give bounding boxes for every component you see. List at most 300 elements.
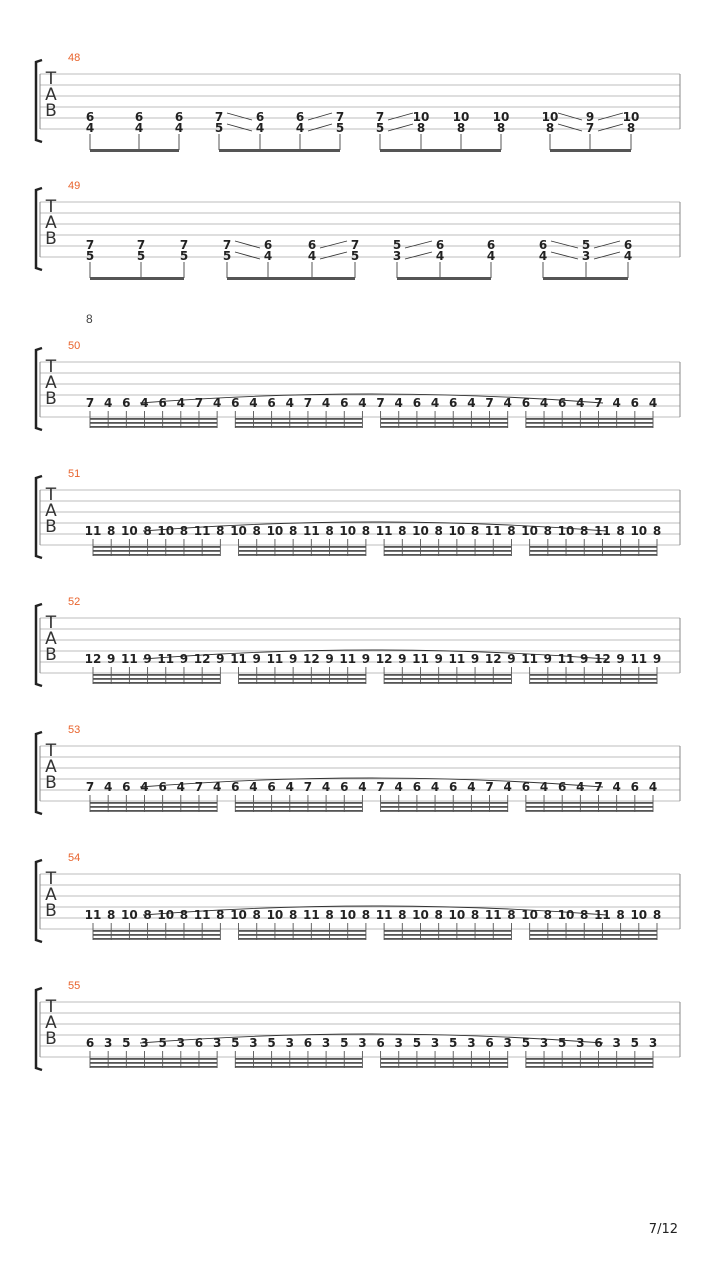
fret-number: 6 (231, 780, 240, 794)
fret-number: 6 (485, 1036, 494, 1050)
fret-number-top: 6 (538, 238, 548, 252)
fret-number: 11 (557, 652, 575, 666)
beam (239, 550, 366, 552)
system-bracket (36, 860, 42, 942)
fret-number: 8 (470, 524, 480, 538)
fret-number: 6 (558, 780, 567, 794)
beam (384, 546, 511, 548)
fret-number: 9 (325, 652, 334, 666)
fret-number: 8 (543, 908, 553, 922)
fret-number: 11 (302, 908, 320, 922)
fret-number: 7 (303, 780, 313, 794)
tab-clef-letter: B (45, 229, 57, 249)
fret-number: 9 (616, 652, 625, 666)
fret-number: 4 (321, 396, 331, 410)
fret-number: 7 (85, 780, 95, 794)
beam (381, 810, 508, 812)
fret-number: 11 (594, 908, 611, 922)
fret-number: 3 (576, 1036, 585, 1050)
fret-number: 10 (230, 908, 247, 922)
fret-number: 8 (107, 908, 116, 922)
beam (227, 277, 355, 280)
fret-number: 5 (521, 1036, 531, 1050)
tab-clef-letter: B (45, 517, 57, 537)
fret-number-top: 10 (622, 110, 640, 124)
fret-number: 8 (252, 524, 261, 538)
fret-number: 6 (267, 396, 276, 410)
beam (93, 678, 220, 680)
fret-number: 6 (449, 396, 458, 410)
fret-number: 5 (267, 1036, 276, 1050)
fret-number-top: 6 (85, 110, 95, 124)
slide-line (558, 124, 582, 131)
slide-line (598, 113, 623, 120)
slide-line (235, 252, 260, 259)
fret-number-bottom: 4 (295, 121, 305, 135)
fret-number: 8 (288, 524, 298, 538)
fret-number: 10 (412, 908, 429, 922)
beam (90, 149, 179, 152)
fret-number: 4 (176, 396, 185, 410)
beam (381, 1066, 508, 1068)
fret-number: 8 (543, 524, 553, 538)
fret-number: 4 (503, 396, 512, 410)
fret-number: 7 (594, 780, 603, 794)
tab-clef-letter: B (45, 1029, 57, 1049)
fret-number: 3 (249, 1036, 258, 1050)
tab-clef-letter: A (45, 373, 57, 393)
fret-number-bottom: 4 (174, 121, 184, 135)
fret-number: 4 (612, 396, 621, 410)
fret-number: 10 (557, 524, 575, 538)
fret-number: 3 (212, 1036, 222, 1050)
fret-number: 3 (430, 1036, 440, 1050)
tab-system-48 (36, 60, 680, 152)
fret-number: 6 (194, 1036, 204, 1050)
beam (93, 550, 220, 552)
fret-number: 11 (193, 524, 211, 538)
fret-number: 8 (107, 524, 116, 538)
beam (235, 418, 362, 420)
fret-number-bottom: 4 (538, 249, 548, 263)
measure-number: 54 (68, 852, 81, 864)
beam (384, 930, 511, 932)
fret-number-bottom: 8 (545, 121, 555, 135)
fret-number: 4 (321, 780, 331, 794)
fret-number-bottom: 3 (392, 249, 402, 263)
beam (380, 149, 501, 152)
fret-number-bottom: 4 (263, 249, 273, 263)
fret-number-bottom: 4 (134, 121, 144, 135)
fret-number: 3 (612, 1036, 621, 1050)
fret-number-top: 6 (134, 110, 144, 124)
fret-number: 6 (231, 396, 240, 410)
system-bracket (36, 988, 42, 1070)
tab-clef-letter: B (45, 101, 57, 121)
beam (381, 422, 508, 424)
tab-clef-letter: A (45, 1013, 57, 1033)
fret-number: 7 (376, 396, 385, 410)
ottava-marking: 8 (86, 312, 93, 326)
beam (90, 1058, 217, 1060)
fret-number: 8 (434, 524, 443, 538)
fret-number: 10 (121, 524, 138, 538)
fret-number-top: 6 (255, 110, 265, 124)
beam (550, 149, 631, 152)
beam (90, 1066, 217, 1068)
fret-number: 6 (122, 780, 131, 794)
fret-number: 8 (580, 908, 589, 922)
beam (530, 546, 657, 548)
fret-number: 12 (594, 652, 611, 666)
fret-number: 8 (252, 908, 261, 922)
fret-number-top: 7 (85, 238, 95, 252)
fret-number: 6 (85, 1036, 95, 1050)
tab-clef-letter: B (45, 645, 57, 665)
fret-number-bottom: 5 (214, 121, 224, 135)
system-bracket (36, 188, 42, 270)
fret-number: 8 (361, 908, 371, 922)
slide-line (594, 241, 620, 248)
tab-clef-letter: A (45, 501, 57, 521)
tab-system-52 (36, 604, 680, 686)
fret-number: 11 (339, 652, 357, 666)
fret-number: 8 (616, 524, 625, 538)
fret-number: 4 (212, 396, 222, 410)
fret-number: 8 (179, 908, 189, 922)
fret-number: 10 (230, 524, 247, 538)
beam (384, 934, 511, 936)
fret-number: 3 (394, 1036, 403, 1050)
fret-number: 4 (539, 780, 549, 794)
slide-line (405, 241, 432, 248)
beam (93, 938, 220, 940)
fret-number-top: 10 (412, 110, 430, 124)
beam (93, 554, 220, 556)
fret-number: 6 (158, 780, 167, 794)
fret-number: 3 (503, 1036, 512, 1050)
fret-number: 10 (266, 524, 284, 538)
fret-number: 3 (321, 1036, 331, 1050)
fret-number: 6 (521, 396, 531, 410)
beam (381, 1062, 508, 1064)
beam (90, 418, 217, 420)
beam (530, 930, 657, 932)
fret-number: 8 (288, 908, 298, 922)
fret-number: 8 (398, 524, 407, 538)
beam (239, 554, 366, 556)
fret-number: 9 (434, 652, 443, 666)
system-bracket (36, 60, 42, 142)
fret-number: 10 (630, 908, 648, 922)
beam (381, 802, 508, 804)
fret-number: 5 (122, 1036, 131, 1050)
beam (526, 810, 653, 812)
beam (381, 418, 508, 420)
fret-number: 4 (358, 396, 367, 410)
beam (239, 546, 366, 548)
fret-number: 9 (398, 652, 407, 666)
fret-number: 3 (467, 1036, 476, 1050)
measure-number: 52 (68, 596, 81, 608)
fret-number-bottom: 5 (350, 249, 360, 263)
slide-line (594, 252, 620, 259)
fret-number: 9 (543, 652, 553, 666)
fret-number: 4 (103, 396, 113, 410)
fret-number-bottom: 4 (307, 249, 317, 263)
slide-line (558, 113, 582, 120)
fret-number: 8 (616, 908, 625, 922)
fret-number: 3 (539, 1036, 549, 1050)
fret-number: 8 (143, 908, 152, 922)
fret-number: 4 (285, 780, 294, 794)
fret-number: 12 (193, 652, 211, 666)
measure-number: 53 (68, 724, 81, 736)
beam (526, 1058, 653, 1060)
beam (381, 426, 508, 428)
fret-number: 4 (140, 396, 149, 410)
slide-line (320, 241, 347, 248)
beam (93, 934, 220, 936)
fret-number: 11 (521, 652, 538, 666)
fret-number: 10 (157, 524, 175, 538)
fret-number: 6 (630, 396, 640, 410)
fret-number: 5 (558, 1036, 567, 1050)
fret-number: 10 (448, 908, 466, 922)
fret-number: 10 (521, 908, 538, 922)
beam (235, 810, 362, 812)
fret-number-bottom: 4 (486, 249, 496, 263)
fret-number: 7 (485, 396, 494, 410)
beam (235, 422, 362, 424)
fret-number: 5 (449, 1036, 458, 1050)
fret-number: 10 (157, 908, 175, 922)
system-bracket (36, 732, 42, 814)
fret-number: 6 (412, 396, 422, 410)
fret-number: 12 (302, 652, 320, 666)
fret-number: 8 (325, 524, 334, 538)
fret-number-bottom: 4 (85, 121, 95, 135)
fret-number: 8 (361, 524, 371, 538)
fret-number: 10 (339, 524, 357, 538)
beam (526, 426, 653, 428)
fret-number-top: 6 (263, 238, 273, 252)
tab-clef-letter: A (45, 629, 57, 649)
fret-number: 6 (449, 780, 458, 794)
fret-number: 9 (652, 652, 662, 666)
fret-number-top: 6 (295, 110, 305, 124)
beam (235, 1066, 362, 1068)
tab-clef-letter: T (45, 485, 57, 505)
system-bracket (36, 348, 42, 430)
slide-line (308, 124, 332, 131)
fret-number: 4 (467, 396, 476, 410)
beam (90, 277, 184, 280)
fret-number: 6 (521, 780, 531, 794)
fret-number-top: 6 (623, 238, 633, 252)
fret-number-bottom: 5 (85, 249, 95, 263)
measure-number: 48 (68, 52, 81, 64)
slide-line (405, 252, 432, 259)
fret-number: 7 (194, 780, 204, 794)
tab-system-51 (36, 476, 680, 558)
beam (93, 682, 220, 684)
tab-clef-letter: B (45, 389, 57, 409)
fret-number: 8 (507, 524, 516, 538)
fret-number-top: 6 (435, 238, 445, 252)
beam (526, 422, 653, 424)
fret-number: 11 (375, 908, 393, 922)
fret-number: 10 (412, 524, 429, 538)
fret-number: 8 (216, 908, 225, 922)
slide-line (227, 124, 252, 131)
beam (530, 934, 657, 936)
fret-number: 8 (398, 908, 407, 922)
fret-number: 11 (230, 652, 247, 666)
beam (384, 554, 511, 556)
fret-number: 4 (576, 780, 585, 794)
fret-number-top: 5 (392, 238, 402, 252)
fret-number-bottom: 5 (136, 249, 146, 263)
beam (93, 674, 220, 676)
tab-clef-letter: B (45, 773, 57, 793)
fret-number: 9 (143, 652, 152, 666)
fret-number: 3 (140, 1036, 149, 1050)
beam (235, 1062, 362, 1064)
fret-number-top: 7 (214, 110, 224, 124)
fret-number: 4 (212, 780, 222, 794)
beam (235, 1058, 362, 1060)
beam (239, 682, 366, 684)
beam (526, 1066, 653, 1068)
fret-number: 3 (176, 1036, 185, 1050)
tab-system-50 (36, 348, 680, 430)
beam (526, 1062, 653, 1064)
fret-number: 4 (176, 780, 185, 794)
fret-number: 3 (648, 1036, 658, 1050)
fret-number-top: 10 (541, 110, 559, 124)
fret-number: 11 (157, 652, 175, 666)
fret-number: 8 (580, 524, 589, 538)
page-number: 7/12 (648, 1222, 678, 1237)
beam (239, 934, 366, 936)
fret-number: 11 (375, 524, 393, 538)
beam (530, 674, 657, 676)
beam (381, 806, 508, 808)
beam (239, 674, 366, 676)
tab-clef-letter: T (45, 357, 57, 377)
fret-number: 5 (630, 1036, 640, 1050)
tab-clef-letter: T (45, 69, 57, 89)
measure-number: 50 (68, 340, 81, 352)
tab-clef-letter: B (45, 901, 57, 921)
beam (219, 149, 340, 152)
fret-number: 6 (122, 396, 131, 410)
fret-number: 11 (412, 652, 429, 666)
slide-line (320, 252, 347, 259)
system-bracket (36, 604, 42, 686)
fret-number: 8 (179, 524, 189, 538)
fret-number: 4 (358, 780, 367, 794)
fret-number: 11 (448, 652, 466, 666)
beam (530, 682, 657, 684)
fret-number: 4 (140, 780, 149, 794)
fret-number: 10 (521, 524, 538, 538)
fret-number: 9 (288, 652, 298, 666)
fret-number-top: 7 (350, 238, 360, 252)
fret-number: 9 (179, 652, 189, 666)
slide-line (551, 241, 578, 248)
fret-number: 8 (652, 524, 662, 538)
fret-number: 11 (121, 652, 138, 666)
fret-number-top: 7 (375, 110, 385, 124)
fret-number-top: 7 (222, 238, 232, 252)
tab-system-53 (36, 732, 680, 814)
fret-number: 5 (158, 1036, 167, 1050)
fret-number: 4 (394, 780, 403, 794)
beam (93, 546, 220, 548)
fret-number: 9 (107, 652, 116, 666)
beam (90, 1062, 217, 1064)
tab-system-55 (36, 988, 680, 1070)
fret-number: 8 (325, 908, 334, 922)
fret-number: 6 (340, 780, 349, 794)
fret-number-bottom: 8 (626, 121, 636, 135)
fret-number: 7 (376, 780, 385, 794)
beam (543, 277, 628, 280)
fret-number: 6 (594, 1036, 603, 1050)
fret-number: 6 (340, 396, 349, 410)
tab-clef-letter: A (45, 757, 57, 777)
fret-number-top: 7 (179, 238, 189, 252)
fret-number: 4 (103, 780, 113, 794)
fret-number-bottom: 8 (496, 121, 506, 135)
fret-number: 4 (612, 780, 621, 794)
fret-number-top: 6 (307, 238, 317, 252)
fret-number-bottom: 8 (416, 121, 426, 135)
tab-clef-letter: T (45, 997, 57, 1017)
fret-number: 8 (434, 908, 443, 922)
fret-number-top: 7 (136, 238, 146, 252)
fret-number: 12 (375, 652, 393, 666)
fret-number: 5 (231, 1036, 240, 1050)
fret-number-bottom: 5 (335, 121, 345, 135)
fret-number: 3 (103, 1036, 113, 1050)
beam (90, 426, 217, 428)
fret-number: 11 (193, 908, 211, 922)
fret-number: 4 (539, 396, 549, 410)
fret-number: 8 (507, 908, 516, 922)
fret-number: 7 (194, 396, 204, 410)
beam (90, 422, 217, 424)
fret-number-top: 10 (492, 110, 510, 124)
fret-number: 5 (412, 1036, 422, 1050)
fret-number-top: 5 (581, 238, 591, 252)
fret-number-bottom: 3 (581, 249, 591, 263)
beam (384, 678, 511, 680)
fret-number-bottom: 5 (179, 249, 189, 263)
fret-number: 7 (303, 396, 313, 410)
fret-number: 6 (158, 396, 167, 410)
beam (530, 938, 657, 940)
beam (235, 802, 362, 804)
beam (384, 938, 511, 940)
fret-number: 7 (85, 396, 95, 410)
beam (90, 802, 217, 804)
fret-number: 6 (267, 780, 276, 794)
fret-number: 4 (249, 780, 258, 794)
fret-number: 11 (594, 524, 611, 538)
